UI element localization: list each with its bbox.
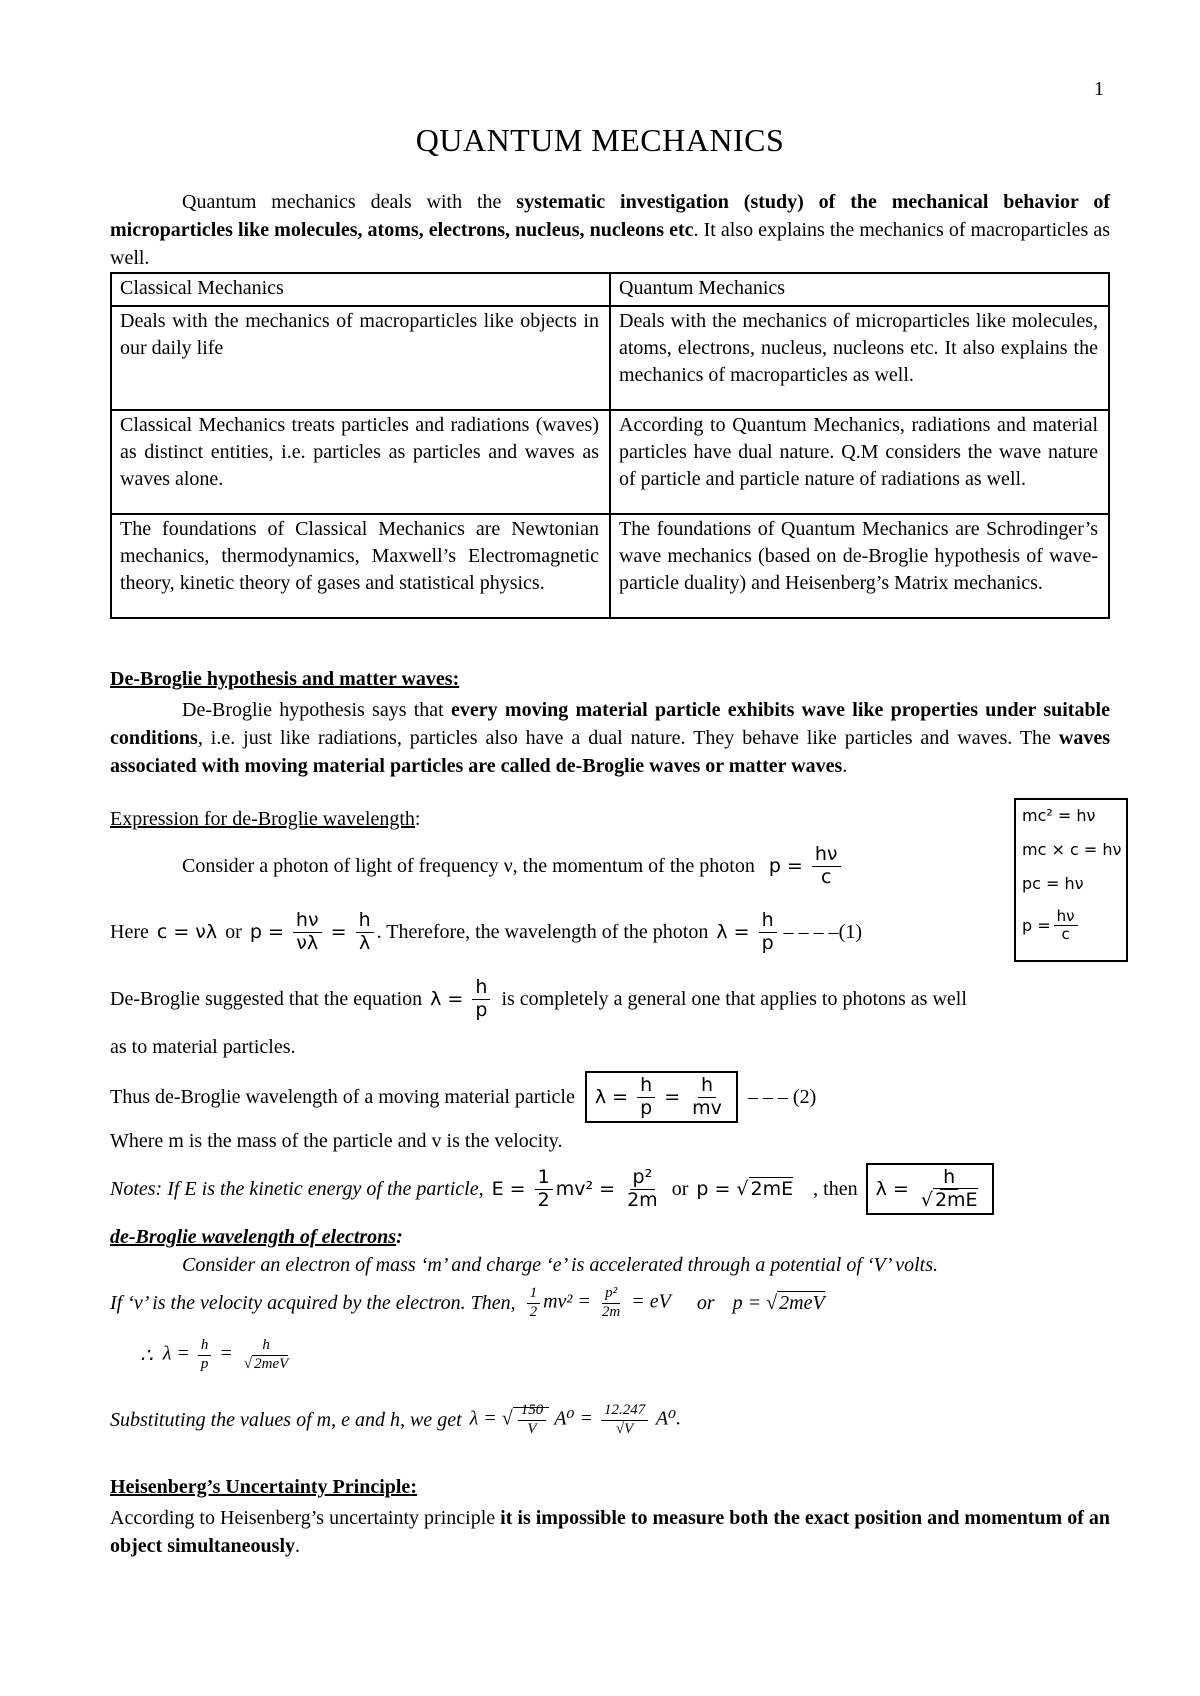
table-header-row [111,273,1109,306]
electrons-line-2: If ‘v’ is the velocity acquired by the electron. Then, $\frac{1}{2}$ mv² = $\frac{\text{p²}}{2m}$ = eV or p = √ 2meV [110,1285,825,1320]
table-cell: The foundations of Classical Mechanics are Newtonian mechanics, thermodynamics, Maxwell’s Electromagnetic theory, kinetic theory of gases and statistical physics. [111,514,610,618]
intro-tail: . It also explains the mechanics of macroparticles as well. [110,219,1110,269]
electrons-line-3: ∴ λ = $\frac{h}{p}$ = $\frac{h}{\text{√ 2meV}}$ [140,1337,289,1372]
side-derivation-box [1014,798,1128,962]
debroglie-wavelength-eq: λ = $\frac{h}{p}$ = $\frac{h}{mv}$ [585,1071,738,1124]
section-heading-electrons: de-Broglie wavelength of electrons: [110,1226,403,1248]
expression-heading: Expression for de-Broglie wavelength: [110,808,421,830]
side-eq: p = $\frac{h\nu}{c}$ [1022,908,1081,944]
suggested-line: De-Broglie suggested that the equation λ = $\frac{h}{p}$ is completely a general one that applies to photons as well [110,975,967,1021]
table-row [111,306,1109,410]
thus-line: Thus de-Broglie wavelength of a moving material particle λ = $\frac{h}{p}$ = $\frac{h}{mv}$ – – – (2) [110,1062,816,1132]
photon-momentum-eq: p = $\frac{h\nu}{c}$ [769,844,844,889]
table-cell: According to Quantum Mechanics, radiations and material particles have dual nature. Q.M considers the wave nature of particle and particle nature of radiations as well. [610,410,1109,514]
substitution-line: Substituting the values of m, e and h, we get λ = √ $\frac{150}{V}$ A⁰ = $\frac{12.247}{√V}$ A⁰. [110,1402,682,1437]
heisenberg-paragraph: According to Heisenberg’s uncertainty principle it is impossible to measure both the exact position and momentum of an object simultaneously. [110,1507,1110,1557]
table-row [111,514,1109,618]
electrons-line-1: Consider an electron of mass ‘m’ and charge ‘e’ is accelerated through a potential of ‘V’ volts. [182,1254,938,1276]
section-heading-debroglie: De-Broglie hypothesis and matter waves: [110,668,460,690]
page-number: 1 [1094,78,1104,100]
table-cell: Deals with the mechanics of microparticles like molecules, atoms, electrons, nucleus, nucleons etc. It also explains the mechanics of macroparticles as well. [610,306,1109,410]
table-cell: Classical Mechanics treats particles and radiations (waves) as distinct entities, i.e. particles as particles and waves as waves alone. [111,410,610,514]
suggested-line-2: as to material particles. [110,1036,296,1058]
intro-lead: Quantum mechanics deals with the [182,191,517,213]
intro-paragraph [110,188,1110,272]
side-eq: pc = hν [1022,874,1084,893]
where-line: Where m is the mass of the particle and v is the velocity. [110,1130,563,1152]
energy-wavelength-eq: λ = $\frac{h}{√ 2mE}$ [866,1163,994,1216]
consider-line: Consider a photon of light of frequency ν, the momentum of the photon p = $\frac{h\nu}{c}$ [182,836,844,896]
side-eq: mc × c = hν [1022,840,1122,859]
debroglie-paragraph: De-Broglie hypothesis says that every moving material particle exhibits wave like properties under suitable conditions, i.e. just like radiations, particles also have a dual nature. They behave like particles and waves. The waves associated with moving material particles are called de-Broglie waves or matter waves. [110,699,1110,777]
table-row [111,410,1109,514]
table-header-quantum: Quantum Mechanics [610,273,1109,306]
notes-line: Notes: If E is the kinetic energy of the particle, E = $\frac{1}{2}$ mv² = $\frac{\text{p²}}{2m}$ or p = √ 2mE , then λ = $\frac{h}{√ 2mE}$ [110,1154,994,1224]
page-title: QUANTUM MECHANICS [415,122,785,158]
side-eq: mc² = hν [1022,806,1096,825]
table-cell: The foundations of Quantum Mechanics are Schrodinger’s wave mechanics (based on de-Broglie hypothesis of wave-particle duality) and Heisenberg’s Matrix mechanics. [610,514,1109,618]
intro-bold: systematic investigation (study) of the mechanical behavior of microparticles like molecules, atoms, electrons, nucleus, nucleons etc [110,191,1111,241]
here-line: Here c = νλ or p = $\frac{h\nu}{\nu\lambda}$ = $\frac{h}{\lambda}$ . Therefore, the wavelength of the photon λ = $\frac{h}{p}$ – – – –(1) [110,908,862,954]
comparison-table [110,272,1110,619]
table-cell: Deals with the mechanics of macroparticles like objects in our daily life [111,306,610,410]
table-header-classical: Classical Mechanics [111,273,610,306]
section-heading-heisenberg: Heisenberg’s Uncertainty Principle: [110,1476,417,1498]
